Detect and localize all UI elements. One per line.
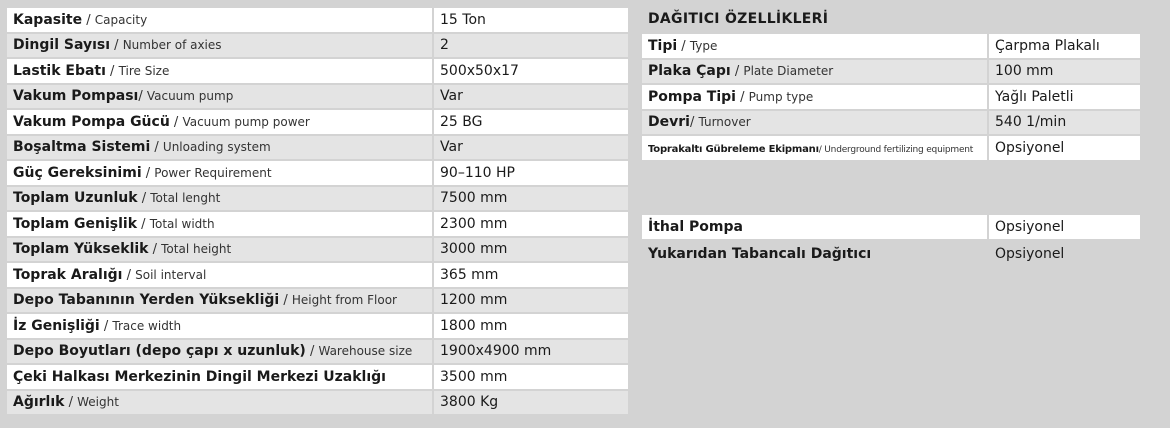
spec-separator: / xyxy=(169,114,183,130)
spec-label xyxy=(7,8,434,34)
spec-value: 25 BG xyxy=(434,110,628,136)
spec-label xyxy=(642,111,989,137)
spec-label xyxy=(7,212,434,238)
spec-label xyxy=(7,238,434,264)
spec-name: Güç Gereksinimi xyxy=(13,164,142,181)
spec-value: 90–110 HP xyxy=(434,161,628,187)
spec-name: İthal Pompa xyxy=(648,218,743,235)
spec-name-english: Vacuum pump power xyxy=(182,114,310,129)
spec-separator: / xyxy=(141,165,155,181)
spec-separator: / xyxy=(105,63,119,79)
spec-name: İz Genişliği xyxy=(13,317,100,334)
spec-separator: / xyxy=(122,267,136,283)
spec-label xyxy=(642,136,989,162)
spec-name: Devri xyxy=(648,114,690,131)
spec-value: 1200 mm xyxy=(434,289,628,315)
spec-value: 2 xyxy=(434,34,628,60)
spec-name-english: Unloading system xyxy=(162,140,271,155)
spec-name-english: Type xyxy=(689,38,718,53)
table-row xyxy=(642,111,1140,137)
spec-label xyxy=(7,340,434,366)
spec-name-english: Total lenght xyxy=(150,191,221,206)
spec-label xyxy=(642,242,989,266)
table-row xyxy=(7,238,628,264)
spec-separator: / xyxy=(137,216,150,232)
spec-separator: / xyxy=(82,12,95,28)
spec-name-english: Turnover xyxy=(698,115,751,130)
table-row xyxy=(7,8,628,34)
spec-name: Vakum Pompa Gücü xyxy=(13,113,170,130)
spec-label xyxy=(642,215,989,239)
table-row xyxy=(7,136,628,162)
spec-name: Dingil Sayısı xyxy=(13,37,111,54)
spec-label xyxy=(7,365,434,391)
spec-name: Boşaltma Sistemi xyxy=(13,139,151,156)
spec-value: 7500 mm xyxy=(434,187,628,213)
table-row xyxy=(7,212,628,238)
spec-name: Toplam Genişlik xyxy=(13,215,138,232)
spreader-specs-title: DAĞITICI ÖZELLİKLERİ xyxy=(648,11,829,27)
spec-value: 3000 mm xyxy=(434,238,628,264)
spec-name: Lastik Ebatı xyxy=(13,62,106,79)
spec-separator: / xyxy=(137,191,151,207)
table-row xyxy=(7,365,628,391)
spec-label xyxy=(7,187,434,213)
spec-value: 1900x4900 mm xyxy=(434,340,628,366)
spec-label xyxy=(7,110,434,136)
spec-label xyxy=(7,289,434,315)
spec-separator: / xyxy=(279,293,292,309)
spec-name-english: Total height xyxy=(161,242,232,257)
spec-value: 15 Ton xyxy=(434,8,628,34)
table-row xyxy=(7,340,628,366)
spec-value: 500x50x17 xyxy=(434,59,628,85)
spec-name-english: Tire Size xyxy=(118,63,170,78)
spec-name: Depo Boyutları (depo çapı x uzunluk) xyxy=(13,343,306,360)
table-row xyxy=(7,289,628,315)
spec-name: Pompa Tipi xyxy=(648,88,736,105)
spec-name: Toprakaltı Gübreleme Ekipmanı xyxy=(648,143,819,155)
spec-value: 2300 mm xyxy=(434,212,628,238)
general-specs-table xyxy=(7,8,628,416)
table-row xyxy=(7,85,628,111)
spec-value: Opsiyonel xyxy=(989,136,1140,162)
table-row xyxy=(642,34,1140,60)
table-row xyxy=(642,85,1140,111)
spec-name-english: Soil interval xyxy=(135,267,207,282)
spec-separator: / xyxy=(64,395,78,411)
spec-value: Opsiyonel xyxy=(989,215,1140,239)
spec-value: Opsiyonel xyxy=(995,245,1065,262)
spec-name: Vakum Pompası xyxy=(13,88,139,105)
spec-label xyxy=(7,34,434,60)
table-row xyxy=(642,60,1140,86)
table-row xyxy=(7,314,628,340)
spec-separator: / xyxy=(818,144,825,155)
spec-name: Toplam Yükseklik xyxy=(13,241,149,258)
table-row xyxy=(7,110,628,136)
spec-value: Var xyxy=(434,136,628,162)
spec-name-english: Vacuum pump xyxy=(146,89,234,104)
spec-name: Tipi xyxy=(648,37,678,54)
spec-separator: / xyxy=(99,318,113,334)
spec-name: Toplam Uzunluk xyxy=(13,190,138,207)
spec-name-english: Height from Floor xyxy=(291,293,397,308)
spec-label xyxy=(642,60,989,86)
spec-name-english: Total width xyxy=(149,216,215,231)
spec-name-english: Underground fertilizing equipment xyxy=(824,144,974,155)
spec-name-english: Weight xyxy=(77,395,119,410)
spec-value: 540 1/min xyxy=(989,111,1140,137)
spec-name: Toprak Aralığı xyxy=(13,266,123,283)
table-row xyxy=(7,161,628,187)
spec-label xyxy=(7,59,434,85)
spec-label xyxy=(642,85,989,111)
table-row xyxy=(7,187,628,213)
spec-separator: / xyxy=(138,89,147,105)
imported-pump-row xyxy=(642,215,1140,239)
spec-name-english: Capacity xyxy=(94,12,148,27)
spec-name: Kapasite xyxy=(13,11,83,28)
table-row xyxy=(642,136,1140,162)
spec-name-english: Power Requirement xyxy=(154,165,272,180)
table-row xyxy=(7,59,628,85)
spec-value: 365 mm xyxy=(434,263,628,289)
spec-value: Yağlı Paletli xyxy=(989,85,1140,111)
spec-separator: / xyxy=(735,89,749,105)
spec-label xyxy=(7,263,434,289)
spec-value: 100 mm xyxy=(989,60,1140,86)
spec-value: Çarpma Plakalı xyxy=(989,34,1140,60)
spec-name-english: Number of axies xyxy=(122,38,222,53)
spec-separator: / xyxy=(150,140,163,156)
spec-name: Depo Tabanının Yerden Yüksekliği xyxy=(13,292,280,309)
spec-separator: / xyxy=(677,38,690,54)
spec-separator: / xyxy=(689,115,699,131)
spec-name: Plaka Çapı xyxy=(648,63,731,80)
spec-label xyxy=(7,391,434,417)
spec-label xyxy=(7,161,434,187)
spec-name: Çeki Halkası Merkezinin Dingil Merkezi Uzaklığı xyxy=(13,368,386,385)
spec-label xyxy=(7,136,434,162)
spec-separator: / xyxy=(148,242,162,258)
spec-name: Ağırlık xyxy=(13,394,65,411)
spec-separator: / xyxy=(305,344,319,360)
spec-label xyxy=(7,314,434,340)
spec-label xyxy=(7,85,434,111)
spec-name-english: Plate Diameter xyxy=(743,64,834,79)
spec-value: 3800 Kg xyxy=(434,391,628,417)
spec-value: Var xyxy=(434,85,628,111)
spec-name-english: Pump type xyxy=(748,89,814,104)
spec-name: Yukarıdan Tabancalı Dağıtıcı xyxy=(648,245,872,262)
table-row xyxy=(7,263,628,289)
spec-value: 3500 mm xyxy=(434,365,628,391)
spec-label xyxy=(642,34,989,60)
spec-value: 1800 mm xyxy=(434,314,628,340)
spec-separator: / xyxy=(730,64,744,80)
spec-name-english: Warehouse size xyxy=(318,344,413,359)
gun-spreader-row xyxy=(642,242,1140,266)
spreader-specs-table xyxy=(642,34,1140,162)
spec-separator: / xyxy=(110,38,123,54)
table-row xyxy=(7,34,628,60)
table-row xyxy=(7,391,628,417)
spec-name-english: Trace width xyxy=(112,318,182,333)
